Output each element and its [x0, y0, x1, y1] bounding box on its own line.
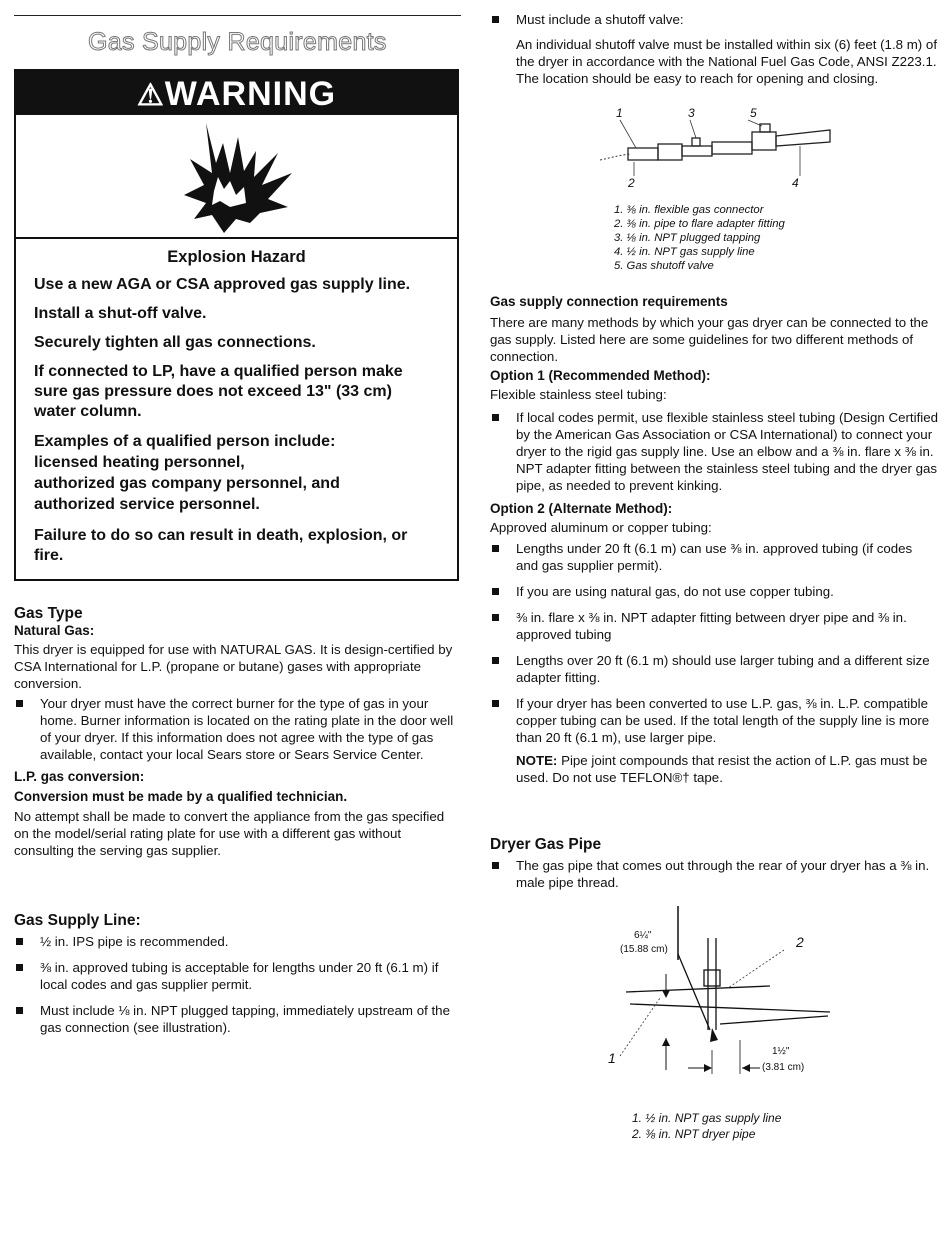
option1-bullet: If local codes permit, use flexible stainless steel tubing (Design Certified by the American Gas Association or CSA International) to connect your dryer to the rigid gas supply line. Use an elbow and a ⅜ in. flare x ⅜ in. NPT adapter fitting between the stainless steel tubing and the dryer gas pipe, as needed to prevent kinking. [490, 409, 938, 494]
note [490, 752, 938, 786]
dryer-pipe-heading: Dryer Gas Pipe [490, 836, 602, 853]
shutoff-captions [614, 203, 934, 273]
option1-heading: Option 1 (Recommended Method): [490, 368, 711, 383]
dimension-label: 1½" [772, 1046, 790, 1057]
caption: 2. ⅜ in. pipe to flare adapter fitting [614, 218, 785, 230]
diagram-number: 4 [792, 176, 799, 190]
top-rule [14, 15, 461, 16]
hazard-title: Explosion Hazard [167, 248, 306, 266]
dryer-pipe-diagram [600, 900, 840, 1090]
connection-intro: There are many methods by which your gas dryer can be connected to the gas supply. Listed here are some guidelines for two different methods of connection. [490, 315, 929, 364]
option2-intro: Approved aluminum or copper tubing: [490, 520, 712, 535]
natural-gas-heading: Natural Gas: [14, 623, 95, 638]
connection-heading: Gas supply connection requirements [490, 294, 728, 309]
option2-bullet: Lengths over 20 ft (6.1 m) should use larger tubing and a different size adapter fitting. [490, 652, 938, 686]
failure-statement: Failure to do so can result in death, explosion, or fire. [34, 527, 408, 564]
dryer-pipe-captions [632, 1110, 932, 1142]
note-label: NOTE: [516, 753, 558, 768]
gas-type-heading: Gas Type [14, 605, 83, 622]
diagram-number: 1 [608, 1050, 616, 1066]
burner-bullet: Your dryer must have the correct burner for the type of gas in your home. Burner information is located on the rating plate in the door well of your dryer. If this information does not agree with the type of gas available, contact your local Sears store or Sears Service Center. [14, 695, 461, 763]
warning-header [16, 71, 457, 115]
caption: 5. Gas shutoff valve [614, 260, 714, 272]
examples-intro: Examples of a qualified person include: [34, 433, 336, 450]
diagram-number: 2 [796, 934, 804, 950]
caption: 1. ½ in. NPT gas supply line [632, 1111, 782, 1125]
diagram-number: 3 [688, 106, 695, 120]
caption: 4. ½ in. NPT gas supply line [614, 246, 755, 258]
diagram-number: 1 [616, 106, 623, 120]
shutoff-text: An individual shutoff valve must be installed within six (6) feet (1.8 m) of the dryer in accordance with the National Fuel Gas Code, ANSI Z223.1. The location should be easy to reach for opening and closing. [516, 37, 938, 86]
diagram-number: 2 [628, 176, 635, 190]
dimension-label: 6¼" [634, 930, 652, 941]
warning-line: Securely tighten all gas connections. [34, 334, 316, 351]
supply-line-bullet: ⅜ in. approved tubing is acceptable for lengths under 20 ft (6.1 m) if local codes and gas supplier permit. [14, 959, 461, 993]
option2-bullet: ⅜ in. flare x ⅜ in. NPT adapter fitting between dryer pipe and ⅜ in. approved tubing [490, 609, 938, 643]
lp-conversion-text: No attempt shall be made to convert the appliance from the gas specified on the model/serial rating plate for use with a different gas without consulting the serving gas supplier. [14, 809, 445, 858]
example-item: authorized gas company personnel, and [34, 475, 340, 492]
lp-conversion-heading: L.P. gas conversion: [14, 769, 145, 784]
page-title: Gas Supply Requirements [88, 28, 387, 56]
supply-line-bullet: Must include ⅛ in. NPT plugged tapping, immediately upstream of the gas connection (see illustration). [14, 1002, 461, 1036]
natural-gas-text: This dryer is equipped for use with NATURAL GAS. It is design-certified by CSA International for L.P. (propane or butane) gases with appropriate conversion. [14, 642, 453, 691]
option2-bullet: If your dryer has been converted to use L.P. gas, ⅜ in. L.P. compatible copper tubing can be used. If the total length of the supply line is more than 20 ft (6.1 m), use larger pipe. [490, 695, 938, 746]
caption: 1. ⅜ in. flexible gas connector [614, 204, 764, 216]
example-item: licensed heating personnel, [34, 454, 245, 471]
shutoff-diagram [590, 108, 850, 196]
option2-bullet: Lengths under 20 ft (6.1 m) can use ⅜ in. approved tubing (if codes and gas supplier permit). [490, 540, 938, 574]
connection-section [490, 294, 938, 786]
shutoff-section [490, 11, 938, 87]
supply-line-heading: Gas Supply Line: [14, 912, 141, 929]
warning-header-label: WARNING [164, 75, 337, 113]
explosion-icon [16, 115, 457, 239]
note-text: Pipe joint compounds that resist the action of L.P. gas must be used. Do not use TEFLON®† tape. [516, 753, 928, 785]
example-item: authorized service personnel. [34, 496, 260, 513]
warning-line: If connected to LP, have a qualified person make sure gas pressure does not exceed 13" (33 cm) water column. [34, 363, 403, 420]
caption: 3. ⅛ in. NPT plugged tapping [614, 232, 761, 244]
option1-intro: Flexible stainless steel tubing: [490, 387, 667, 402]
shutoff-bullet: Must include a shutoff valve: [490, 11, 938, 28]
dryer-pipe-bullet: The gas pipe that comes out through the rear of your dryer has a ⅜ in. male pipe thread. [490, 857, 938, 891]
supply-line-section [14, 912, 461, 1036]
supply-line-bullet: ½ in. IPS pipe is recommended. [14, 933, 461, 950]
lp-conversion-subheading: Conversion must be made by a qualified technician. [14, 789, 348, 804]
dryer-pipe-section [490, 836, 938, 891]
warning-line: Use a new AGA or CSA approved gas supply line. [34, 276, 411, 293]
option2-bullet: If you are using natural gas, do not use copper tubing. [490, 583, 938, 600]
dimension-label: (15.88 cm) [620, 944, 668, 955]
warning-triangle-icon: ⚠ [136, 79, 165, 112]
diagram-number: 5 [750, 106, 757, 120]
dimension-label: (3.81 cm) [762, 1062, 805, 1073]
warning-line: Install a shut-off valve. [34, 305, 207, 322]
option2-heading: Option 2 (Alternate Method): [490, 501, 673, 516]
explosion-graphic [16, 115, 457, 237]
warning-box [14, 69, 459, 581]
caption: 2. ⅜ in. NPT dryer pipe [632, 1127, 756, 1141]
gas-type-section [14, 605, 461, 859]
